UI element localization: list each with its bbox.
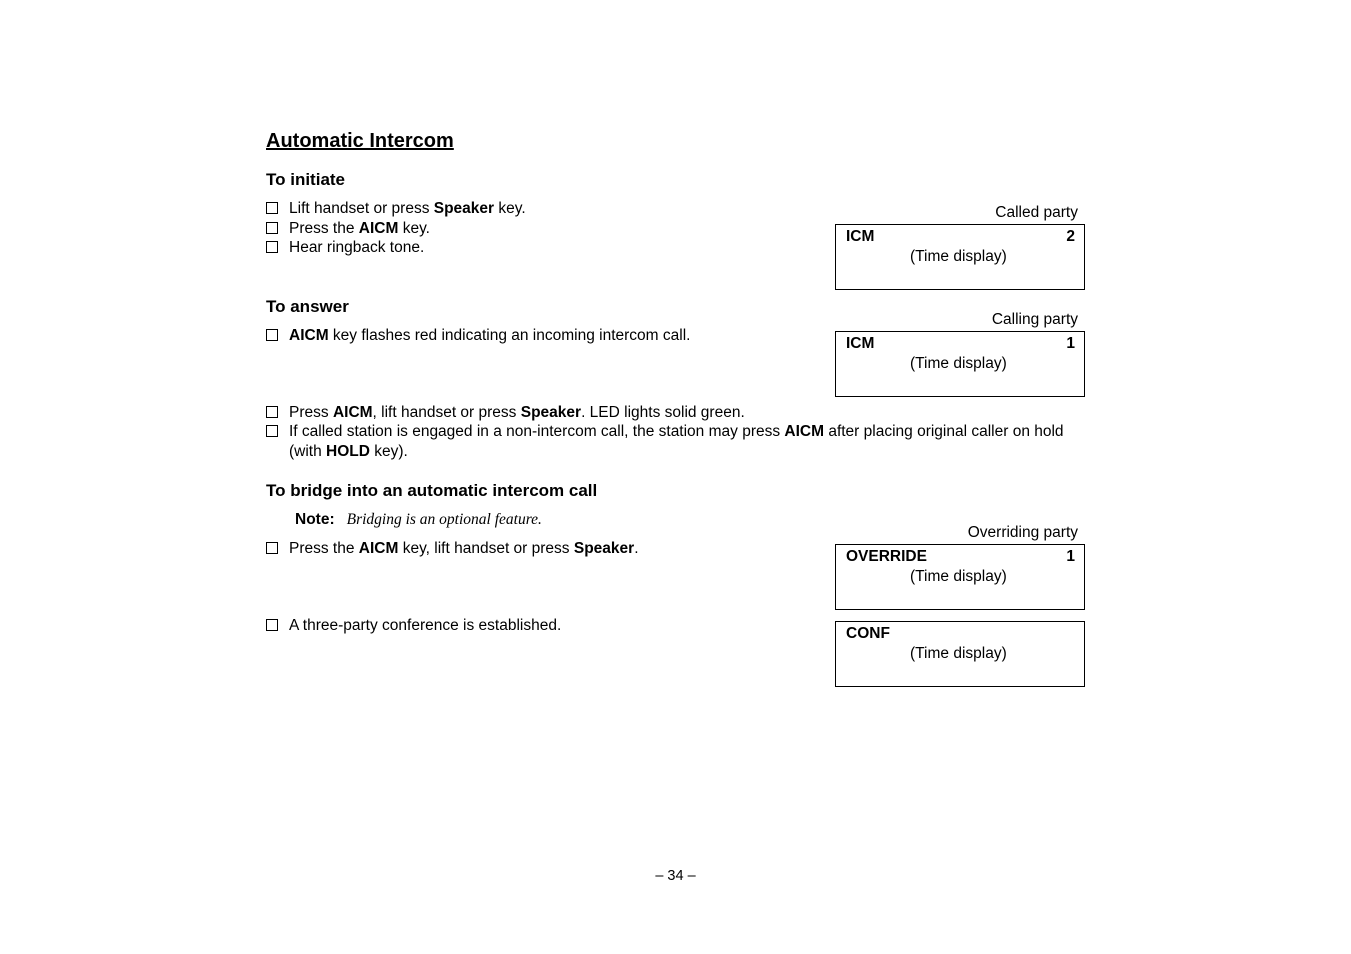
lcd-display-override	[835, 544, 1085, 610]
step-text: Lift handset or press Speaker key.	[289, 200, 526, 217]
display-caption-calling: Calling party	[991, 311, 1078, 328]
note-label: Note:	[295, 511, 335, 528]
section-heading-initiate: To initiate	[266, 170, 346, 189]
lcd-label: ICM	[846, 335, 875, 352]
lcd-label: ICM	[846, 228, 875, 245]
page-title: Automatic Intercom	[266, 130, 454, 152]
section-heading-answer: To answer	[266, 297, 349, 316]
note	[295, 511, 542, 529]
step-text: Hear ringback tone.	[289, 239, 425, 256]
lcd-label: CONF	[846, 625, 890, 642]
checkbox-icon	[266, 425, 278, 437]
lcd-time: (Time display)	[910, 568, 1007, 585]
step-text: A three-party conference is established.	[289, 617, 562, 634]
step-text: Press AICM, lift handset or press Speaker. LED lights solid green.	[289, 404, 745, 421]
checkbox-icon	[266, 241, 278, 253]
lcd-time: (Time display)	[910, 355, 1007, 372]
lcd-time: (Time display)	[910, 248, 1007, 265]
checkbox-icon	[266, 202, 278, 214]
checkbox-icon	[266, 619, 278, 631]
lcd-display-calling	[835, 331, 1085, 397]
lcd-number: 1	[1066, 548, 1075, 565]
display-caption-override: Overriding party	[967, 524, 1078, 541]
lcd-number: 1	[1066, 335, 1075, 352]
lcd-time: (Time display)	[910, 645, 1007, 662]
page-number: – 34 –	[655, 868, 696, 884]
note-text: Bridging is an optional feature.	[346, 511, 542, 528]
checkbox-icon	[266, 406, 278, 418]
lcd-label: OVERRIDE	[846, 548, 927, 565]
step-text: AICM key flashes red indicating an incoming intercom call.	[289, 327, 691, 344]
checkbox-icon	[266, 542, 278, 554]
checkbox-icon	[266, 329, 278, 341]
checkbox-icon	[266, 222, 278, 234]
step-text: Press the AICM key, lift handset or press Speaker.	[289, 540, 639, 557]
step-text: If called station is engaged in a non-intercom call, the station may press AICM after placing original caller on hold (with HOLD key).	[289, 423, 1064, 460]
section-heading-bridge: To bridge into an automatic intercom call	[266, 481, 598, 500]
display-caption-called: Called party	[995, 204, 1078, 221]
lcd-display-conf	[835, 621, 1085, 687]
lcd-number: 2	[1066, 228, 1075, 245]
step-text: Press the AICM key.	[289, 220, 430, 237]
lcd-display-called	[835, 224, 1085, 290]
